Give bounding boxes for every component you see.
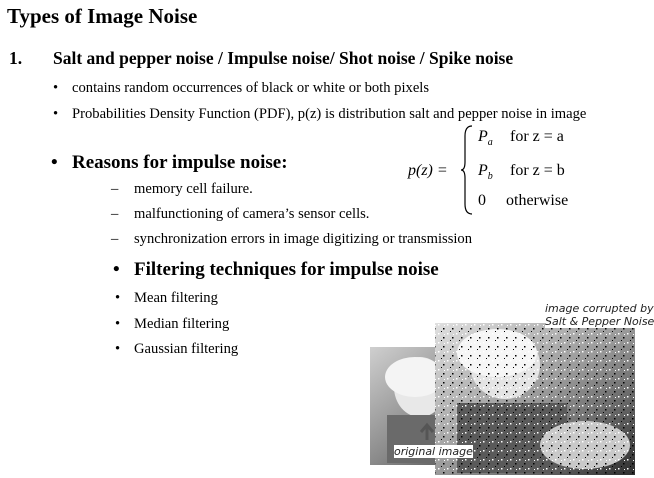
- section-heading: [9, 48, 513, 69]
- bullet-icon: •: [51, 152, 58, 173]
- formula-lhs: p(z) =: [408, 162, 448, 179]
- formula-row3-cond: otherwise: [506, 192, 569, 209]
- bullet-icon: •: [113, 259, 120, 280]
- bullet-icon: •: [53, 106, 59, 122]
- corrupted-caption-line1: image corrupted by: [545, 302, 654, 315]
- corrupted-caption-line2: Salt & Pepper Noise: [545, 315, 654, 328]
- filter-text: Gaussian filtering: [134, 341, 239, 357]
- filter-item: [115, 315, 230, 333]
- bullet-text: contains random occurrences of black or white or both pixels: [72, 80, 430, 96]
- dash-icon: –: [111, 231, 119, 247]
- reason-item: [111, 181, 253, 198]
- dash-icon: –: [111, 181, 119, 197]
- bullet-icon: •: [115, 341, 121, 357]
- original-caption: original image: [394, 445, 473, 458]
- formula-row3-value: 0: [478, 192, 486, 209]
- filtering-heading: [113, 259, 439, 281]
- bullet-text: Probabilities Density Function (PDF), p(z) is distribution salt and pepper noise in image: [72, 106, 587, 122]
- formula-row1-cond: for z = a: [510, 128, 564, 145]
- formula-row2-cond: for z = b: [510, 162, 565, 179]
- reason-item: [111, 206, 370, 223]
- corrupted-caption: [545, 302, 654, 328]
- reasons-heading-text: Reasons for impulse noise:: [72, 152, 288, 173]
- brace-icon: [460, 124, 474, 216]
- filter-text: Median filtering: [134, 316, 230, 332]
- filter-item: [115, 289, 218, 307]
- reason-text: memory cell failure.: [134, 181, 253, 197]
- reasons-heading: [51, 152, 288, 174]
- bullet-icon: •: [115, 316, 121, 332]
- page-title: Types of Image Noise: [7, 4, 198, 28]
- formula-row1-value: $P_a$: [478, 128, 493, 149]
- reason-item: [111, 231, 473, 248]
- reason-text: malfunctioning of camera’s sensor cells.: [134, 206, 370, 222]
- bullet-icon: •: [53, 80, 59, 96]
- reason-text: synchronization errors in image digitizing or transmission: [134, 231, 473, 247]
- filter-text: Mean filtering: [134, 290, 218, 306]
- formula-row2-value: $P_b$: [478, 162, 493, 183]
- bullet-icon: •: [115, 290, 121, 306]
- pdf-formula: [398, 120, 598, 220]
- bullet-item: [53, 79, 632, 97]
- filtering-heading-text: Filtering techniques for impulse noise: [134, 259, 439, 280]
- section-number: 1.: [9, 48, 23, 68]
- dash-icon: –: [111, 206, 119, 222]
- filter-item: [115, 340, 239, 358]
- section-title: Salt and pepper noise / Impulse noise/ Shot noise / Spike noise: [53, 48, 514, 68]
